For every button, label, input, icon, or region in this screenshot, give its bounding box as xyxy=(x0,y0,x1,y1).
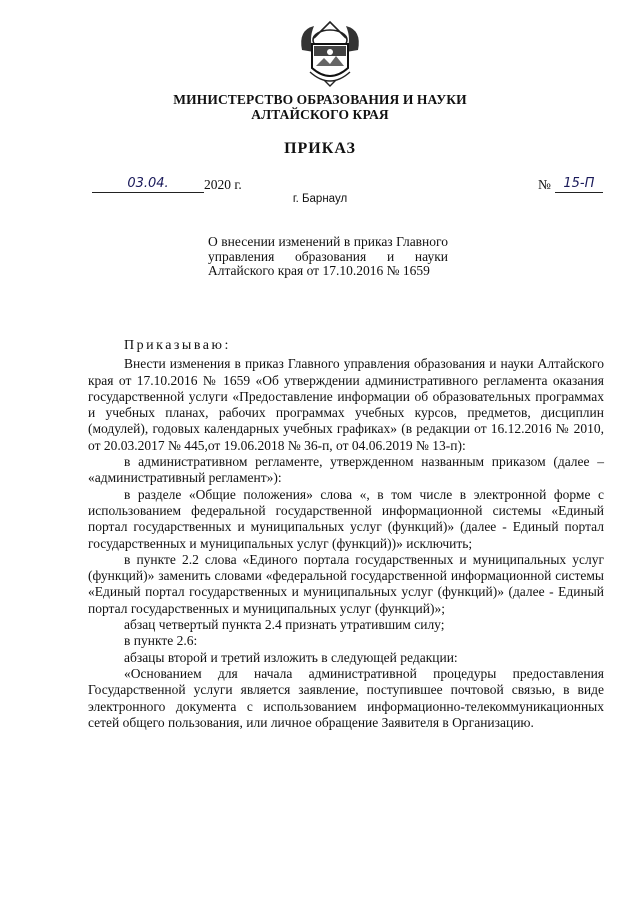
number-field xyxy=(538,176,603,193)
opening-word: Приказываю: xyxy=(124,338,231,353)
paragraph-3: в разделе «Общие положения» слова «, в том числе в электронной форме с использованием федеральной государственной информационной системы «Единый портал государственных и муниципальных услуг (функций)» (далее - Единый портал государственных и муниципальных услуг (функций))» исключить; xyxy=(88,486,604,551)
paragraph-2: в административном регламенте, утвержденном названным приказом (далее – «административный регламент»): xyxy=(88,454,604,486)
coat-of-arms-icon xyxy=(294,10,366,90)
number-handwritten: 15-П xyxy=(555,176,603,193)
ministry-line-1: МИНИСТЕРСТВО ОБРАЗОВАНИЯ И НАУКИ xyxy=(173,92,467,107)
paragraph-7: абзацы второй и третий изложить в следующей редакции: xyxy=(124,649,458,665)
document-type: ПРИКАЗ xyxy=(284,140,356,157)
paragraph-5: абзац четвертый пункта 2.4 признать утратившим силу; xyxy=(124,617,445,633)
subject-title: О внесении изменений в приказ Главного управления образования и науки Алтайского края от 17.10.2016 № 1659 xyxy=(208,234,448,278)
ministry-line-2: АЛТАЙСКОГО КРАЯ xyxy=(251,107,389,122)
paragraph-1: Внести изменения в приказ Главного управления образования и науки Алтайского края от 17.10.2016 № 1659 «Об утверждении административного регламента оказания государственной услуги «Предоставление информации об образовательных программах и учебных планах, рабочих программах учебных курсов, предметов, дисциплин (модулей), годовых календарных учебных графиках» (в редакции от 16.12.2016 № 2010, от 20.03.2017 № 445,от 19.06.2018 № 36-п, от 04.06.2019 № 13-п): xyxy=(88,356,604,453)
year-label: 2020 г. xyxy=(204,177,242,192)
document-body xyxy=(88,338,604,731)
date-handwritten: 03.04. xyxy=(92,176,204,193)
city-label: г. Барнаул xyxy=(292,193,348,205)
paragraph-4: в пункте 2.2 слова «Единого портала государственных и муниципальных услуг (функций)» заменить словами «федеральной государственной информационной системы «Единый портал государственных и муниципальных услуг (функций)» (далее - Единый портал государственных и муниципальных услуг (функций)»; xyxy=(88,551,604,616)
number-prefix: № xyxy=(538,177,551,192)
ministry-name xyxy=(0,92,640,122)
paragraph-6: в пункте 2.6: xyxy=(124,633,198,649)
paragraph-8: «Основанием для начала административной процедуры предоставления Государственной услуги является заявление, поступившее почтовой связью, в виде электронного документа с использованием информационно-телекоммуникационных сетей общего пользования, или личное обращение Заявителя в Организацию. xyxy=(88,665,604,730)
date-field xyxy=(92,176,242,193)
